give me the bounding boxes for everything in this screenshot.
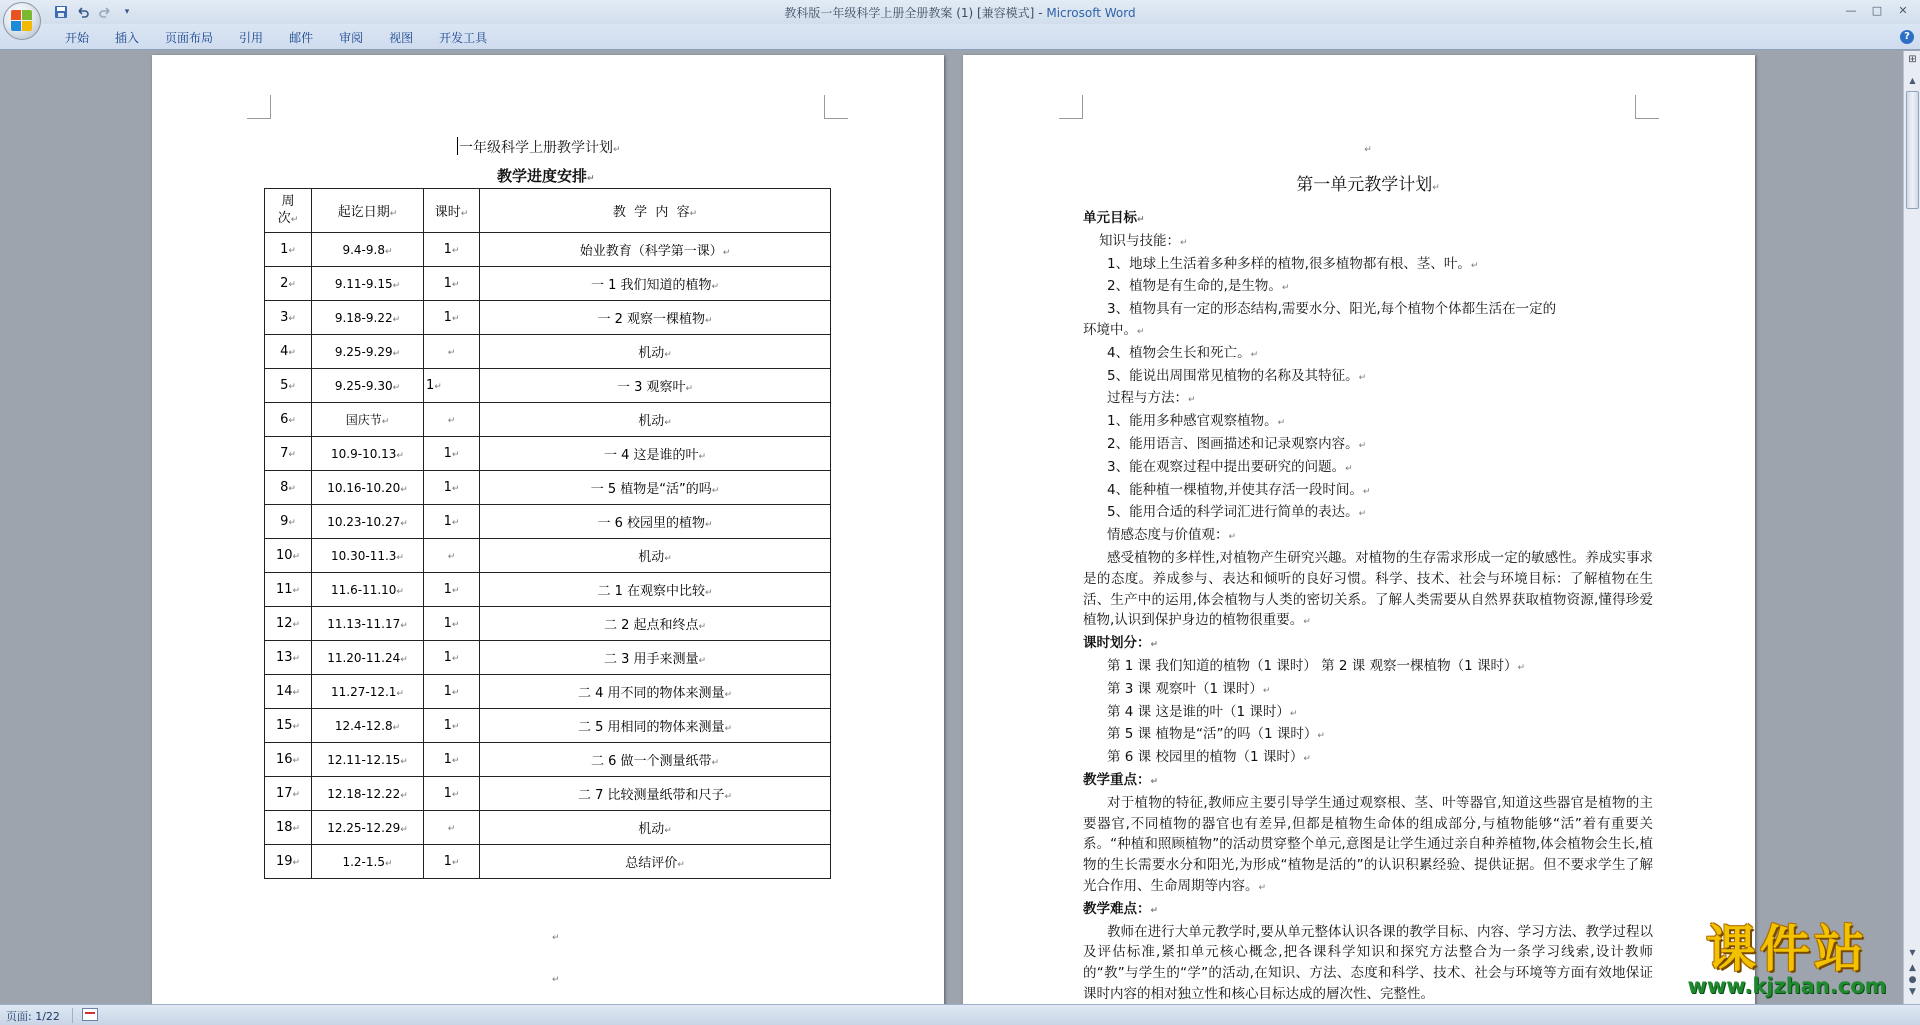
document-workspace	[0, 51, 1903, 1004]
minimize-button[interactable]: —	[1845, 3, 1857, 17]
week-cell: 6↵	[265, 403, 312, 437]
table-row	[265, 675, 831, 709]
table-row	[265, 471, 831, 505]
content-cell: 一 1 我们知道的植物↵	[480, 267, 831, 301]
table-row	[265, 709, 831, 743]
knowledge-item: 5、能说出周围常见植物的名称及其特征。↵	[1107, 367, 1367, 384]
ruler-toggle-icon[interactable]: ⊞	[1908, 54, 1917, 65]
hours-cell: 1↵	[424, 437, 480, 471]
tab-view[interactable]: 视图	[389, 31, 414, 45]
table-row	[265, 301, 831, 335]
tab-home[interactable]: 开始	[65, 31, 90, 45]
crop-mark	[247, 95, 271, 119]
vertical-scrollbar[interactable]	[1903, 51, 1920, 1004]
key-points-paragraph: 对于植物的特征,教师应主要引导学生通过观察根、茎、叶等器官,知道这些器官是植物的主要器官,不同植物的器官也有差异,但都是植物生命体的组成部分,与植物能够“活”着有重要关系。“种植和照顾植物”的活动贯穿整个单元,意图是让学生通过亲自种养植物,体会植物会生长,植物的生长需要水分和阳光,为形成“植物是活的”的认识积累经验、提供证据。但不要求学生了解光合作用、生命周期等内容。↵	[1083, 794, 1653, 894]
plan-title: 一年级科学上册教学计划↵	[459, 137, 621, 157]
tab-developer[interactable]: 开发工具	[439, 31, 488, 45]
table-row	[265, 777, 831, 811]
date-cell: 9.4-9.8↵	[312, 233, 424, 267]
knowledge-item: 2、植物是有生命的,是生物。↵	[1107, 278, 1290, 295]
content-cell: 一 5 植物是“活”的吗↵	[480, 471, 831, 505]
hours-cell: 1↵	[424, 607, 480, 641]
content-cell: 机动↵	[480, 539, 831, 573]
process-label: 过程与方法：↵	[1107, 390, 1196, 407]
content-cell: 二 7 比较测量纸带和尺子↵	[480, 777, 831, 811]
process-item: 1、能用多种感官观察植物。↵	[1107, 413, 1286, 430]
content-cell: 一 4 这是谁的叶↵	[480, 437, 831, 471]
crop-mark	[1635, 95, 1659, 119]
help-icon[interactable]: ?	[1900, 30, 1914, 44]
lesson-item: 第 4 课 这是谁的叶（1 课时）↵	[1107, 703, 1298, 720]
table-row	[265, 369, 831, 403]
title-bar	[0, 0, 1920, 24]
schedule-title: 教学进度安排↵	[497, 167, 595, 185]
table-row	[265, 539, 831, 573]
hours-cell: 1↵	[424, 641, 480, 675]
content-cell: 二 5 用相同的物体来测量↵	[480, 709, 831, 743]
date-cell: 11.27-12.1↵	[312, 675, 424, 709]
lesson-item: 第 3 课 观察叶（1 课时）↵	[1107, 680, 1271, 697]
week-cell: 10↵	[265, 539, 312, 573]
week-cell: 17↵	[265, 777, 312, 811]
date-cell: 1.2-1.5↵	[312, 845, 424, 879]
schedule-table	[264, 188, 831, 879]
date-cell: 9.18-9.22↵	[312, 301, 424, 335]
date-cell: 10.30-11.3↵	[312, 539, 424, 573]
office-logo-icon	[11, 10, 33, 32]
browse-object-icon[interactable]: ▲ ● ▼	[1908, 963, 1917, 997]
table-row	[265, 811, 831, 845]
content-cell: 一 2 观察一棵植物↵	[480, 301, 831, 335]
hours-cell: ↵	[424, 811, 480, 845]
hours-cell: 1↵	[424, 369, 480, 403]
attitude-paragraph: 感受植物的多样性,对植物产生研究兴趣。对植物的生存需求形成一定的敏感性。养成实事求是的态度。养成参与、表达和倾听的良好习惯。科学、技术、社会与环境目标：了解植物在生活、生产中的运用,体会植物与人类的密切关系。了解人类需要从自然界获取植物资源,懂得珍爱植物,认识到保护身边的植物很重要。↵	[1083, 549, 1653, 629]
hours-cell: 1↵	[424, 573, 480, 607]
tab-page-layout[interactable]: 页面布局	[165, 31, 214, 45]
content-cell: 二 1 在观察中比较↵	[480, 573, 831, 607]
header-hours: 课时↵	[424, 189, 480, 233]
week-cell: 1↵	[265, 233, 312, 267]
week-cell: 15↵	[265, 709, 312, 743]
header-week: 周 次↵	[265, 189, 312, 233]
page-left[interactable]	[152, 55, 944, 1015]
date-cell: 10.23-10.27↵	[312, 505, 424, 539]
window-controls	[1838, 1, 1916, 19]
unit-title: 第一单元教学计划↵	[1296, 175, 1440, 195]
page-right[interactable]	[963, 55, 1755, 1015]
content-cell: 始业教育（科学第一课）↵	[480, 233, 831, 267]
ribbon-tabs	[52, 29, 500, 47]
date-cell: 10.9-10.13↵	[312, 437, 424, 471]
table-row	[265, 437, 831, 471]
date-cell: 12.11-12.15↵	[312, 743, 424, 777]
date-cell: 12.4-12.8↵	[312, 709, 424, 743]
week-cell: 4↵	[265, 335, 312, 369]
table-row	[265, 403, 831, 437]
watermark-logo	[1667, 922, 1907, 1004]
date-cell: 国庆节↵	[312, 403, 424, 437]
lesson-item: 第 6 课 校园里的植物（1 课时）↵	[1107, 749, 1311, 766]
content-cell: 机动↵	[480, 335, 831, 369]
hours-cell: ↵	[424, 539, 480, 573]
status-bar	[0, 1004, 1920, 1025]
hours-cell: 1↵	[424, 267, 480, 301]
hours-cell: 1↵	[424, 743, 480, 777]
week-cell: 13↵	[265, 641, 312, 675]
content-cell: 机动↵	[480, 811, 831, 845]
date-cell: 12.25-12.29↵	[312, 811, 424, 845]
table-row	[265, 743, 831, 777]
difficulty-paragraph: 教师在进行大单元教学时,要从单元整体认识各课的教学目标、内容、学习方法、教学过程以及评估标准,紧扣单元核心概念,把各课科学知识和探究方法整合为一条学习线索,设计教师的“教”与学生的“学”的活动,在知识、方法、态度和科学、技术、社会与环境等方面有效地保证课时内容的相对独立性和核心目标达成的層次性、完整性。	[1083, 923, 1653, 1002]
date-cell: 12.18-12.22↵	[312, 777, 424, 811]
chevron-down-icon[interactable]: ▾	[124, 7, 130, 17]
status-divider	[72, 1008, 73, 1023]
week-cell: 8↵	[265, 471, 312, 505]
tab-mailings[interactable]: 邮件	[289, 31, 314, 45]
table-header-row	[265, 189, 831, 233]
content-cell: 总结评价↵	[480, 845, 831, 879]
process-item: 2、能用语言、图画描述和记录观察内容。↵	[1107, 435, 1367, 452]
key-points-heading: 教学重点：↵	[1083, 771, 1159, 788]
watermark-brand: 课件站	[1706, 920, 1868, 978]
knowledge-label: 知识与技能：↵	[1099, 232, 1188, 249]
knowledge-item: 3、植物具有一定的形态结构,需要水分、阳光,每个植物个体都生活在一定的	[1107, 301, 1557, 318]
content-cell: 二 4 用不同的物体来测量↵	[480, 675, 831, 709]
paragraph-mark: ↵	[552, 975, 560, 985]
week-cell: 14↵	[265, 675, 312, 709]
hours-cell: 1↵	[424, 233, 480, 267]
ribbon	[0, 24, 1920, 50]
crop-mark	[1059, 95, 1083, 119]
date-cell: 9.25-9.29↵	[312, 335, 424, 369]
content-cell: 一 3 观察叶↵	[480, 369, 831, 403]
tab-insert[interactable]: 插入	[115, 31, 140, 45]
hours-cell: 1↵	[424, 845, 480, 879]
hours-cell: ↵	[424, 335, 480, 369]
week-cell: 19↵	[265, 845, 312, 879]
hours-cell: 1↵	[424, 709, 480, 743]
close-button[interactable]: ✕	[1898, 3, 1908, 17]
lesson-item: 第 5 课 植物是“活”的吗（1 课时）↵	[1107, 726, 1325, 743]
lesson-item: 第 1 课 我们知道的植物（1 课时） 第 2 课 观察一棵植物（1 课时）↵	[1107, 657, 1526, 674]
table-row	[265, 233, 831, 267]
date-cell: 9.25-9.30↵	[312, 369, 424, 403]
scroll-up-icon[interactable]: ▲	[1909, 76, 1916, 85]
week-cell: 2↵	[265, 267, 312, 301]
scroll-down-icon[interactable]: ▼	[1909, 948, 1916, 957]
process-item: 4、能种植一棵植物,并使其存活一段时间。↵	[1107, 481, 1371, 498]
content-cell: 二 2 起点和终点↵	[480, 607, 831, 641]
week-cell: 11↵	[265, 573, 312, 607]
crop-mark	[824, 95, 848, 119]
date-cell: 10.16-10.20↵	[312, 471, 424, 505]
week-cell: 7↵	[265, 437, 312, 471]
paragraph-mark: ↵	[1364, 145, 1372, 155]
date-cell: 11.6-11.10↵	[312, 573, 424, 607]
difficulty-heading: 教学难点：↵	[1083, 900, 1159, 917]
date-cell: 11.20-11.24↵	[312, 641, 424, 675]
week-cell: 9↵	[265, 505, 312, 539]
hours-cell: 1↵	[424, 301, 480, 335]
week-cell: 5↵	[265, 369, 312, 403]
knowledge-item: 1、地球上生活着多种多样的植物,很多植物都有根、茎、叶。↵	[1107, 255, 1479, 272]
tab-references[interactable]: 引用	[239, 31, 264, 45]
paragraph-mark: ↵	[552, 933, 560, 943]
table-row	[265, 267, 831, 301]
week-cell: 18↵	[265, 811, 312, 845]
hours-cell: 1↵	[424, 675, 480, 709]
attitude-label: 情感态度与价值观：↵	[1107, 527, 1237, 544]
table-row	[265, 845, 831, 879]
date-cell: 9.11-9.15↵	[312, 267, 424, 301]
knowledge-item-continued: 环境中。↵	[1083, 321, 1145, 338]
content-cell: 二 3 用手来测量↵	[480, 641, 831, 675]
hours-cell: 1↵	[424, 777, 480, 811]
table-row	[265, 607, 831, 641]
hours-cell: ↵	[424, 403, 480, 437]
table-row	[265, 641, 831, 675]
knowledge-item: 4、植物会生长和死亡。↵	[1107, 344, 1259, 361]
content-cell: 二 6 做一个测量纸带↵	[480, 743, 831, 777]
scroll-thumb[interactable]	[1906, 91, 1919, 209]
unit-plan-content	[1083, 145, 1653, 1005]
tab-review[interactable]: 审阅	[339, 31, 364, 45]
proofing-icon[interactable]	[82, 1008, 98, 1021]
window-title: 教科版一年级科学上册全册教案 (1) [兼容模式] - Microsoft Word	[784, 6, 1136, 20]
content-cell: 机动↵	[480, 403, 831, 437]
hours-cell: 1↵	[424, 471, 480, 505]
header-date: 起讫日期↵	[312, 189, 424, 233]
week-cell: 16↵	[265, 743, 312, 777]
week-cell: 3↵	[265, 301, 312, 335]
process-item: 5、能用合适的科学词汇进行简单的表达。↵	[1107, 504, 1367, 521]
lesson-heading: 课时划分：↵	[1083, 635, 1159, 652]
table-row	[265, 573, 831, 607]
watermark-url: www.kjzhan.com	[1687, 974, 1887, 998]
process-item: 3、能在观察过程中提出要研究的问题。↵	[1107, 458, 1353, 475]
date-cell: 11.13-11.17↵	[312, 607, 424, 641]
hours-cell: 1↵	[424, 505, 480, 539]
maximize-button[interactable]: □	[1871, 3, 1883, 17]
office-button[interactable]	[3, 2, 41, 40]
goals-heading: 单元目标↵	[1083, 210, 1145, 226]
header-content: 教 学 内 容↵	[480, 189, 831, 233]
content-cell: 一 6 校园里的植物↵	[480, 505, 831, 539]
page-indicator[interactable]: 页面: 1/22	[6, 1010, 60, 1023]
table-row	[265, 505, 831, 539]
table-row	[265, 335, 831, 369]
week-cell: 12↵	[265, 607, 312, 641]
